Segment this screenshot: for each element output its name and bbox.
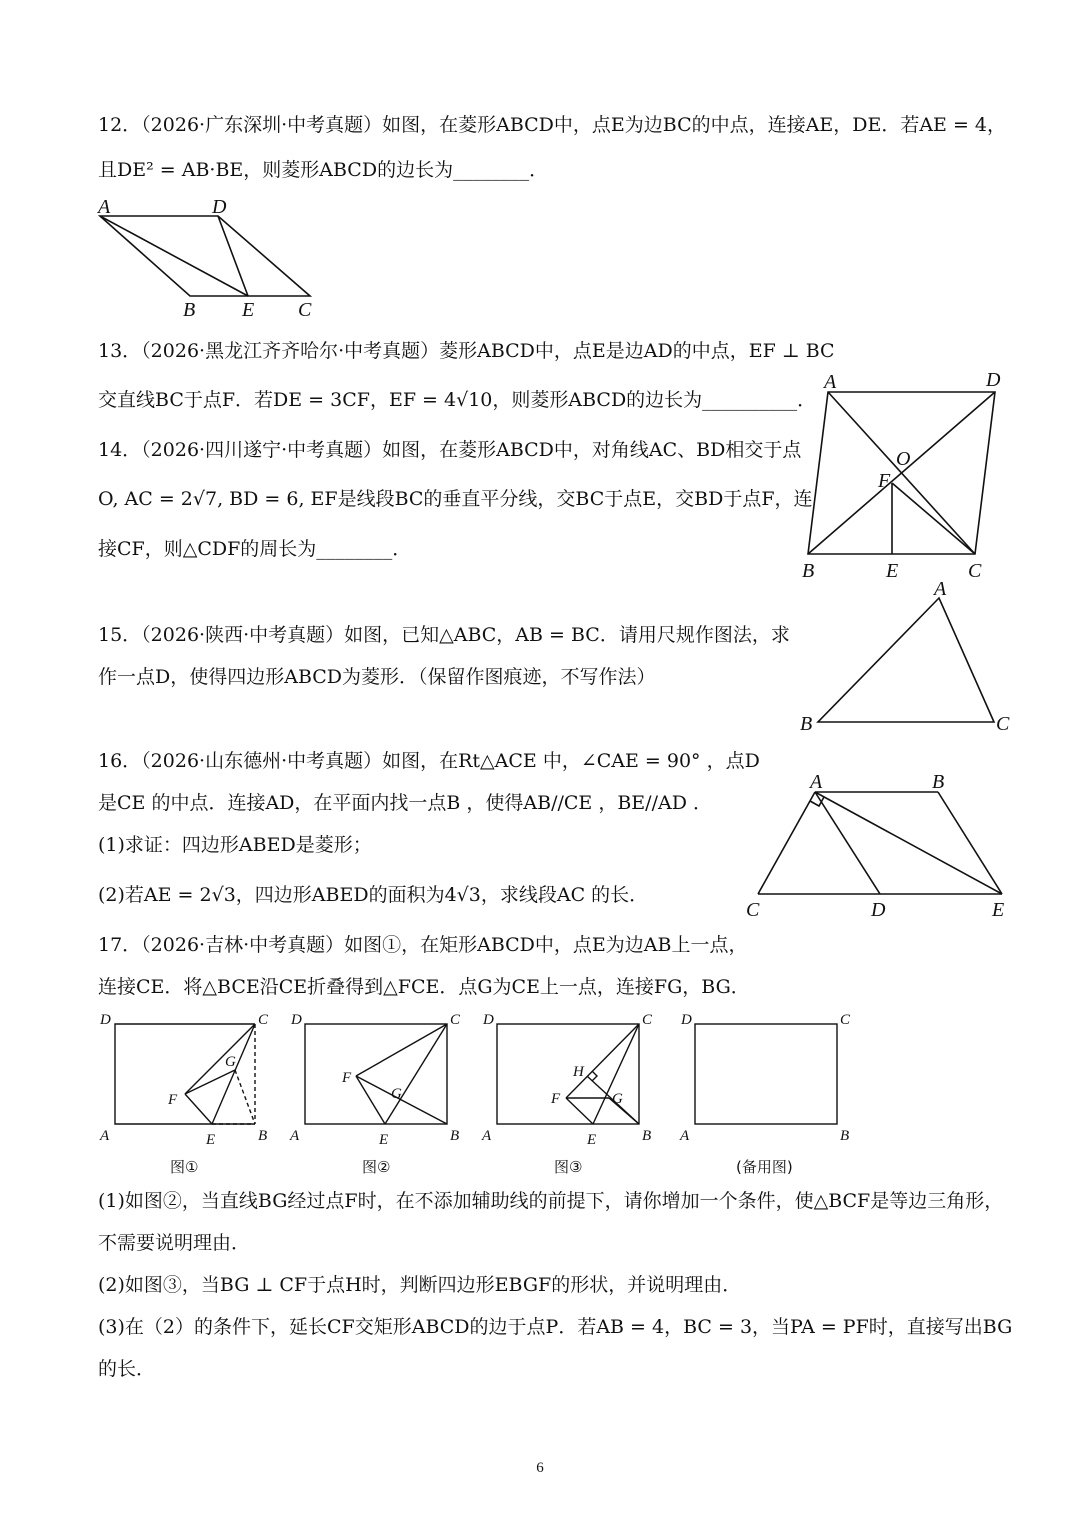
q17-line-2: 连接CE．将△BCE沿CE折叠得到△FCE．点G为CE上一点，连接FG，BG． (98, 976, 750, 998)
q17-figure-1 (99, 1012, 269, 1176)
q14-line-3: 接CF，则△CDF的周长为________． (98, 538, 412, 560)
q12-figure-rhombus (90, 196, 350, 321)
q16-line-1: 16．（2026·山东德州·中考真题）如图，在Rt△ACE 中，∠CAE = 90° ，点D (98, 750, 760, 772)
q15-label-a: A (934, 578, 947, 600)
q12-label-a: A (98, 196, 111, 218)
q17-f3-label-b: B (642, 1128, 652, 1144)
q16-line-3: (1)求证：四边形ABED是菱形； (98, 834, 372, 856)
q17-f3-label-h: H (573, 1064, 584, 1080)
q17-f1-label-a: A (100, 1128, 110, 1144)
q17-f3-label-g: G (612, 1091, 623, 1107)
q16-label-c: C (746, 899, 760, 921)
q17-f4-label-c: C (840, 1012, 851, 1028)
q17-f3-label-a: A (482, 1128, 492, 1144)
q17-part1-line-1: (1)如图②，当直线BG经过点F时，在不添加辅助线的前提下，请你增加一个条件，使△BCF是等边三角形， (98, 1190, 1004, 1212)
q17-f2-label-a: A (290, 1128, 300, 1144)
q16-label-a: A (810, 771, 823, 793)
q12-label-c: C (298, 299, 312, 321)
q17-f3-label-d: D (483, 1012, 494, 1028)
q14-label-e: E (886, 560, 899, 582)
q17-f3-label-f: F (551, 1091, 561, 1107)
q15-label-c: C (996, 713, 1010, 735)
q14-label-c: C (968, 560, 982, 582)
q15-label-b: B (800, 713, 813, 735)
q15-line-2: 作一点D，使得四边形ABCD为菱形．（保留作图痕迹，不写作法） (98, 666, 656, 688)
q17-f1-label-b: B (258, 1128, 268, 1144)
q17-caption-1: 图① (170, 1158, 199, 1176)
q17-figures-row (90, 1006, 880, 1181)
q13-line-2: 交直线BC于点F．若DE = 3CF，EF = 4√10，则菱形ABCD的边长为__________． (98, 389, 817, 411)
q14-line-2: O, AC = 2√7, BD = 6, EF是线段BC的垂直平分线，交BC于点E，交BD于点F，连 (98, 488, 813, 510)
q14-figure-rhombus (800, 368, 1020, 583)
q14-label-f: F (878, 470, 891, 492)
q15-line-1: 15．（2026·陕西·中考真题）如图，已知△ABC，AB = BC．请用尺规作图法，求 (98, 624, 790, 646)
q17-f1-label-e: E (206, 1132, 216, 1148)
q17-f1-label-g: G (225, 1054, 236, 1070)
q12-label-b: B (183, 299, 196, 321)
q17-f2-label-b: B (450, 1128, 460, 1144)
q16-label-b: B (932, 771, 945, 793)
q17-f4-label-b: B (840, 1128, 850, 1144)
q17-f1-label-f: F (168, 1092, 178, 1108)
q13-line-1: 13．（2026·黑龙江齐齐哈尔·中考真题）菱形ABCD中，点E是边AD的中点，EF ⊥ BC (98, 340, 835, 362)
q14-label-b: B (802, 560, 815, 582)
q17-f2-label-g: G (391, 1086, 402, 1102)
q17-f1-label-d: D (100, 1012, 111, 1028)
q16-line-4: (2)若AE = 2√3，四边形ABED的面积为4√3，求线段AC 的长． (98, 884, 649, 906)
q17-figure-3 (481, 1012, 653, 1176)
q17-f2-label-f: F (342, 1070, 352, 1086)
q16-line-2: 是CE 的中点．连接AD，在平面内找一点B ，使得AB//CE ，BE//AD ． (98, 792, 712, 814)
q12-label-d: D (212, 196, 227, 218)
q17-f2-label-e: E (379, 1132, 389, 1148)
q14-label-o: O (896, 448, 911, 470)
q17-caption-3: 图③ (554, 1158, 583, 1176)
q14-label-d: D (986, 369, 1001, 391)
q14-label-a: A (824, 371, 837, 393)
q16-figure-rhombus (740, 768, 1020, 928)
q12-line-2: 且DE² = AB·BE，则菱形ABCD的边长为________． (98, 159, 549, 181)
q17-caption-4: (备用图) (736, 1158, 793, 1176)
q12-label-e: E (242, 299, 255, 321)
q17-figure-2 (289, 1012, 461, 1176)
q17-caption-2: 图② (362, 1158, 391, 1176)
q17-f3-label-c: C (642, 1012, 653, 1028)
q16-label-d: D (871, 899, 886, 921)
q14-line-1: 14．（2026·四川遂宁·中考真题）如图，在菱形ABCD中，对角线AC、BD相交于点 (98, 439, 802, 461)
q17-part3-line-2: 的长． (98, 1358, 156, 1380)
q17-figure-spare (679, 1012, 851, 1176)
q17-part2: (2)如图③，当BG ⊥ CF于点H时，判断四边形EBGF的形状，并说明理由． (98, 1274, 742, 1296)
q17-part3-line-1: (3)在（2）的条件下，延长CF交矩形ABCD的边于点P．若AB = 4，BC = 3，当PA = PF时，直接写出BG (98, 1316, 1013, 1338)
q17-f3-label-e: E (587, 1132, 597, 1148)
q17-f1-label-c: C (258, 1012, 269, 1028)
q17-f2-label-d: D (291, 1012, 302, 1028)
q17-f4-label-d: D (681, 1012, 692, 1028)
q17-line-1: 17．（2026·吉林·中考真题）如图①，在矩形ABCD中，点E为边AB上一点， (98, 934, 748, 956)
q15-figure-triangle (796, 576, 1021, 736)
q16-label-e: E (992, 899, 1005, 921)
q17-f4-label-a: A (680, 1128, 690, 1144)
q12-line-1: 12．（2026·广东深圳·中考真题）如图，在菱形ABCD中，点E为边BC的中点，连接AE，DE．若AE = 4， (98, 114, 1007, 136)
q17-part1-line-2: 不需要说明理由． (98, 1232, 251, 1254)
q17-f2-label-c: C (450, 1012, 461, 1028)
page-number: 6 (536, 1460, 544, 1476)
